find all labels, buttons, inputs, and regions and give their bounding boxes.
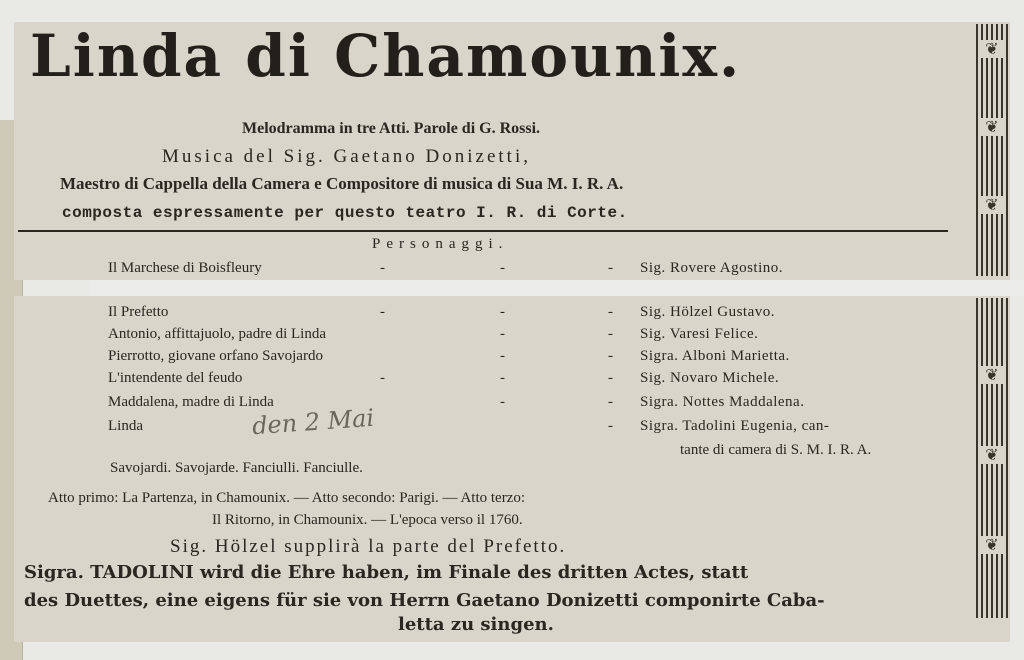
- cast-singer: Sig. Novaro Michele.: [640, 370, 780, 386]
- cast-singer: Sig. Varesi Felice.: [640, 326, 759, 342]
- cast-singer: Sig. Rovere Agostino.: [640, 260, 784, 276]
- border-ornament-icon: ❦: [980, 196, 1004, 214]
- subtitle-commission: composta espressamente per questo teatro I. R. di Corte.: [62, 204, 628, 222]
- dot-leader: -: [500, 304, 505, 320]
- german-notice-line-1: Sigra. TADOLINI wird die Ehre haben, im Finale des dritten Actes, statt: [24, 562, 749, 583]
- cast-role: Maddalena, madre di Linda: [108, 394, 274, 410]
- subtitle-libretto: Melodramma in tre Atti. Parole di G. Rossi.: [242, 120, 541, 137]
- dot-leader: -: [608, 370, 613, 386]
- cast-role: L'intendente del feudo: [108, 370, 243, 386]
- dot-leader: -: [380, 304, 385, 320]
- cast-role: Antonio, affittajuolo, padre di Linda: [108, 326, 327, 342]
- cast-singer: Sigra. Nottes Maddalena.: [640, 394, 805, 410]
- cast-singer: Sigra. Tadolini Eugenia, can-: [640, 418, 830, 434]
- ornamental-border-top: [976, 24, 1008, 276]
- acts-line-2: Il Ritorno, in Chamounix. — L'epoca verso il 1760.: [212, 512, 523, 528]
- playbill-title: Linda di Chamounix.: [30, 22, 742, 90]
- cast-continuation: tante di camera di S. M. I. R. A.: [680, 442, 872, 458]
- cast-role: Linda: [108, 418, 143, 434]
- dot-leader: -: [500, 370, 505, 386]
- dot-leader: -: [608, 394, 613, 410]
- cast-role: Pierrotto, giovane orfano Savojardo: [108, 348, 323, 364]
- dot-leader: -: [608, 348, 613, 364]
- subtitle-composer-title: Maestro di Cappella della Camera e Compositore di musica di Sua M. I. R. A.: [60, 174, 624, 193]
- border-ornament-icon: ❦: [980, 446, 1004, 464]
- cast-role: Il Marchese di Boisfleury: [108, 260, 262, 276]
- dot-leader: -: [608, 260, 613, 276]
- dot-leader: -: [380, 370, 385, 386]
- dot-leader: -: [608, 418, 613, 434]
- torn-gap: [90, 280, 1024, 296]
- personaggi-heading: Personaggi.: [372, 236, 509, 252]
- dot-leader: -: [500, 326, 505, 342]
- handwritten-annotation: den 2 Mai: [251, 403, 375, 441]
- border-ornament-icon: ❦: [980, 536, 1004, 554]
- substitution-notice: Sig. Hölzel supplirà la parte del Prefetto.: [170, 536, 567, 557]
- border-ornament-icon: ❦: [980, 118, 1004, 136]
- border-ornament-icon: ❦: [980, 366, 1004, 384]
- dot-leader: -: [500, 348, 505, 364]
- german-notice-line-3: letta zu singen.: [398, 614, 554, 635]
- cast-singer: Sigra. Alboni Marietta.: [640, 348, 790, 364]
- cast-role: Il Prefetto: [108, 304, 169, 320]
- subtitle-composer: Musica del Sig. Gaetano Donizetti,: [162, 146, 531, 167]
- dot-leader: -: [500, 394, 505, 410]
- dot-leader: -: [500, 260, 505, 276]
- dot-leader: -: [608, 326, 613, 342]
- german-notice-line-2: des Duettes, eine eigens für sie von Herrn Gaetano Donizetti componirte Caba-: [24, 590, 825, 611]
- acts-line-1: Atto primo: La Partenza, in Chamounix. — Atto secondo: Parigi. — Atto terzo:: [48, 490, 526, 506]
- chorus-line: Savojardi. Savojarde. Fanciulli. Fanciulle.: [110, 460, 363, 476]
- border-ornament-icon: ❦: [980, 40, 1004, 58]
- divider-rule: [18, 230, 948, 232]
- cast-singer: Sig. Hölzel Gustavo.: [640, 304, 775, 320]
- dot-leader: -: [608, 304, 613, 320]
- dot-leader: -: [380, 260, 385, 276]
